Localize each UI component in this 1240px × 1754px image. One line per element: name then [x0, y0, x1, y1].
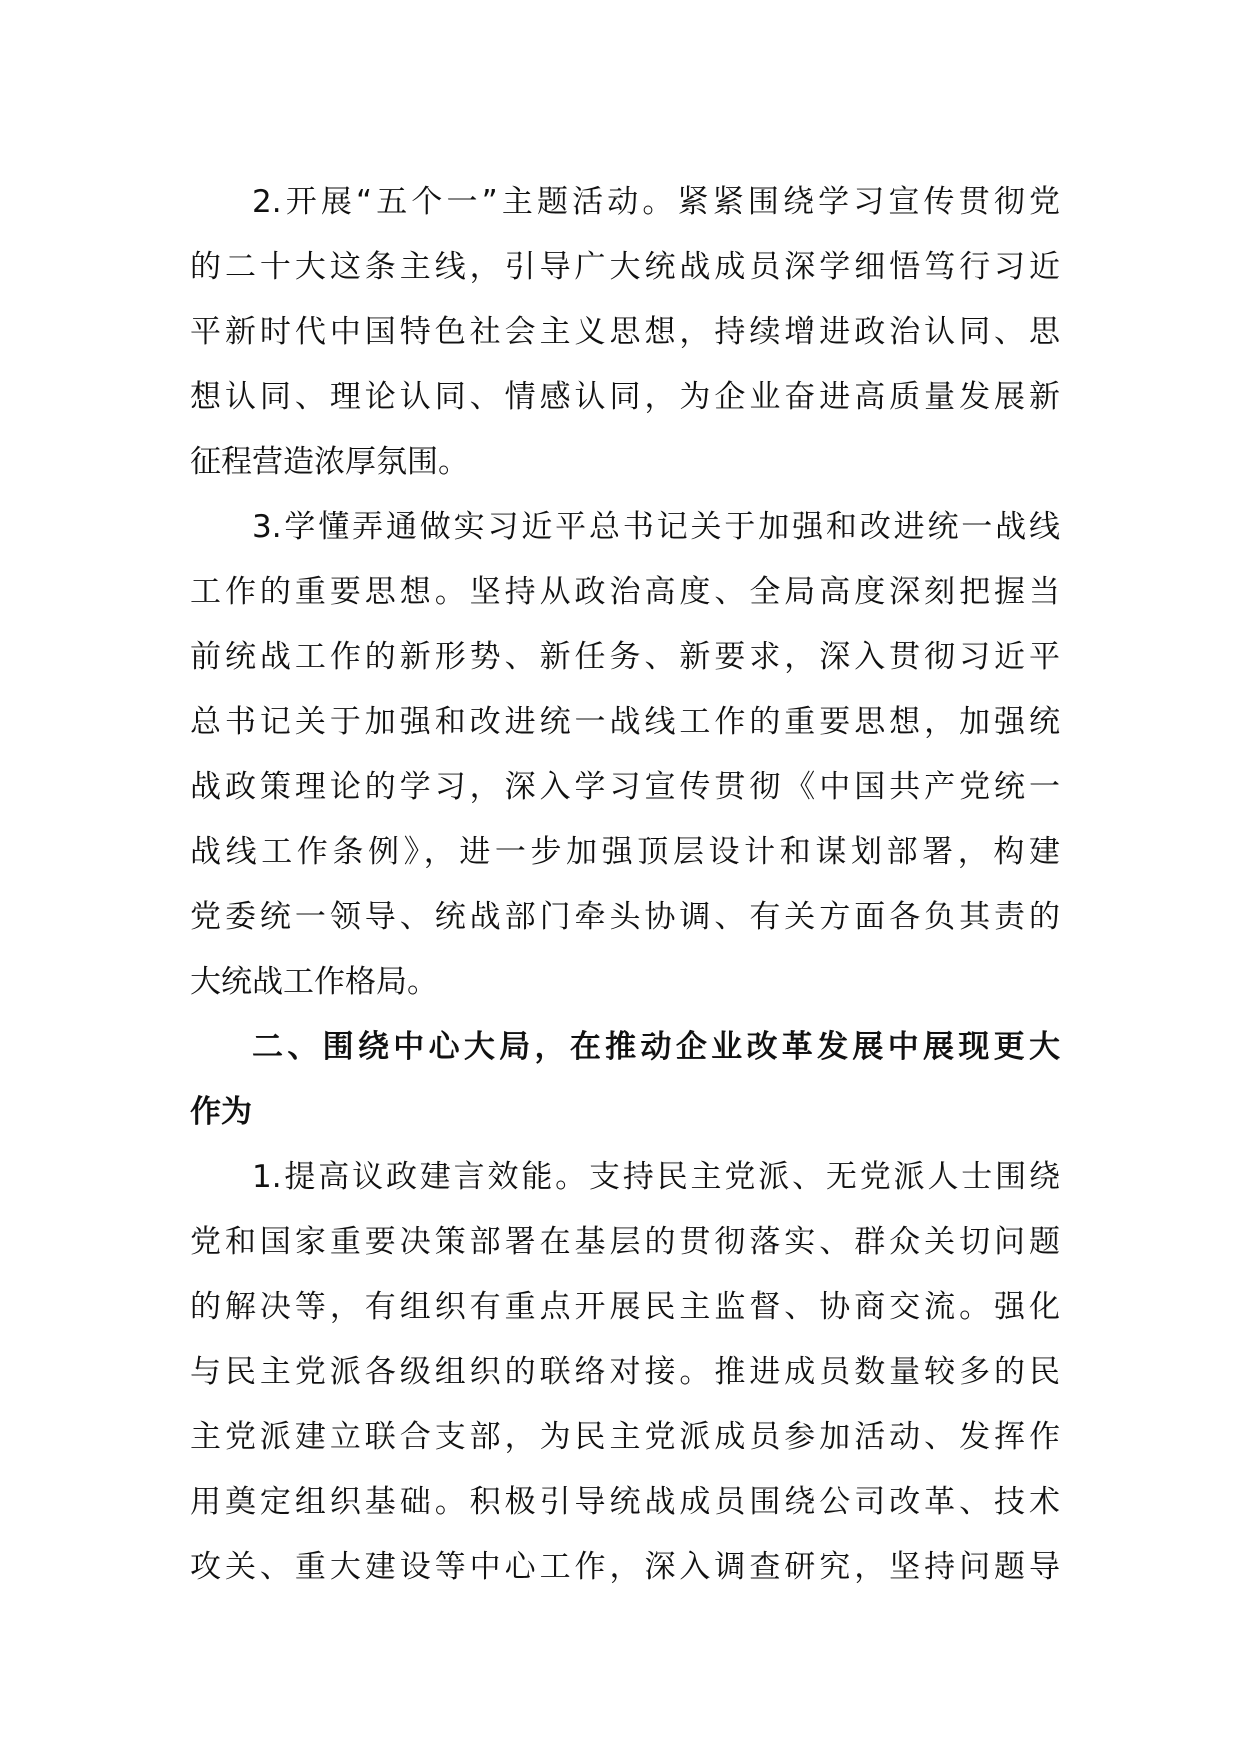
- paragraph-line: 想认同、理论认同、情感认同，为企业奋进高质量发展新: [190, 379, 1060, 415]
- paragraph-line: 1.提高议政建言效能。支持民主党派、无党派人士围绕: [252, 1159, 1060, 1195]
- paragraph-line: 的二十大这条主线，引导广大统战成员深学细悟笃行习近: [190, 249, 1060, 285]
- paragraph-line: 党和国家重要决策部署在基层的贯彻落实、群众关切问题: [190, 1224, 1060, 1260]
- paragraph-wuge-yi: [190, 170, 1060, 495]
- paragraph-line: 战政策理论的学习，深入学习宣传贯彻《中国共产党统一: [190, 769, 1060, 805]
- paragraph-line: 征程营造浓厚氛围。: [190, 444, 469, 480]
- paragraph-line: 战线工作条例》，进一步加强顶层设计和谋划部署，构建: [190, 834, 1060, 870]
- paragraph-line: 与民主党派各级组织的联络对接。推进成员数量较多的民: [190, 1354, 1060, 1390]
- paragraph-line: 用奠定组织基础。积极引导统战成员围绕公司改革、技术: [190, 1484, 1060, 1520]
- section-heading-two: [190, 1015, 1060, 1145]
- heading-line: 作为: [190, 1094, 252, 1130]
- paragraph-line: 的解决等，有组织有重点开展民主监督、协商交流。强化: [190, 1289, 1060, 1325]
- paragraph-yizheng-jianyan: [190, 1145, 1060, 1600]
- paragraph-line: 主党派建立联合支部，为民主党派成员参加活动、发挥作: [190, 1419, 1060, 1455]
- paragraph-line: 前统战工作的新形势、新任务、新要求，深入贯彻习近平: [190, 639, 1060, 675]
- heading-line: 二、围绕中心大局，在推动企业改革发展中展现更大: [252, 1029, 1060, 1065]
- paragraph-line: 党委统一领导、统战部门牵头协调、有关方面各负其责的: [190, 899, 1060, 935]
- paragraph-line: 总书记关于加强和改进统一战线工作的重要思想，加强统: [190, 704, 1060, 740]
- paragraph-line: 3.学懂弄通做实习近平总书记关于加强和改进统一战线: [252, 509, 1060, 545]
- paragraph-line: 平新时代中国特色社会主义思想，持续增进政治认同、思: [190, 314, 1060, 350]
- paragraph-line: 攻关、重大建设等中心工作，深入调查研究，坚持问题导: [190, 1549, 1060, 1585]
- paragraph-xuedong-nongtong: [190, 495, 1060, 1015]
- document-body: [190, 170, 1060, 1600]
- paragraph-line: 大统战工作格局。: [190, 964, 438, 1000]
- paragraph-line: 2.开展“五个一”主题活动。紧紧围绕学习宣传贯彻党: [252, 184, 1060, 220]
- paragraph-line: 工作的重要思想。坚持从政治高度、全局高度深刻把握当: [190, 574, 1060, 610]
